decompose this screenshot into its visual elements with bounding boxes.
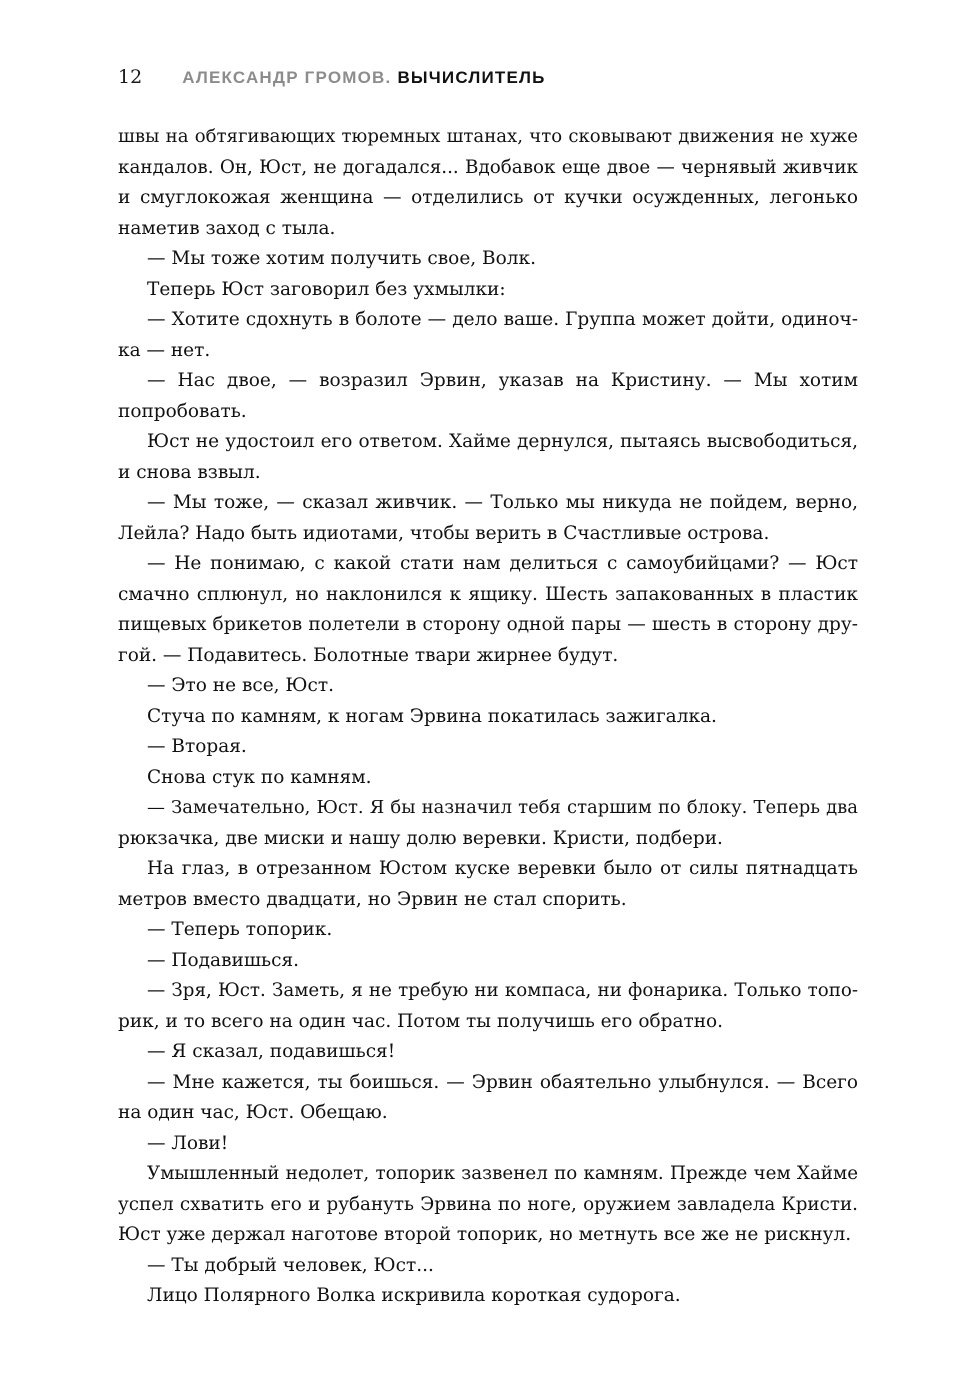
text-line: Юст не удостоил его ответом. Хайме дернулся, пытаясь высвободиться, <box>147 431 858 452</box>
text-line: — Вторая. <box>147 736 247 757</box>
text-line: — Лови! <box>147 1132 229 1154</box>
running-header <box>118 66 546 96</box>
text-line: Теперь Юст заговорил без ухмылки: <box>147 278 506 300</box>
text-line: попробовать. <box>118 400 247 422</box>
text-line: Лицо Полярного Волка искривила короткая судорога. <box>147 1285 681 1306</box>
text-line: наметив заход с тыла. <box>118 217 336 239</box>
text-line: — Это не все, Юст. <box>147 675 334 696</box>
text-line: — Теперь топорик. <box>147 919 333 940</box>
text-line: Умышленный недолет, топорик зазвенел по камням. Прежде чем Хайме <box>147 1163 858 1184</box>
text-line: рик, и то всего на один час. Потом ты получишь его обратно. <box>118 1010 724 1032</box>
text-line: Юст уже держал наготове второй топорик, но метнуть все же не рискнул. <box>118 1224 852 1245</box>
text-line: — Подавишься. <box>147 949 300 971</box>
text-line: — Ты добрый человек, Юст... <box>147 1254 434 1276</box>
text-line: и снова взвыл. <box>118 461 261 483</box>
text-line: рюкзачка, две миски и нашу долю веревки. Кристи, подбери. <box>118 827 723 849</box>
text-line: — Зря, Юст. Заметь, я не требую ни компаса, ни фонарика. Только топо- <box>147 980 858 1001</box>
text-line: — Не понимаю, с какой стати нам делиться с самоубийцами? — Юст <box>147 553 858 574</box>
text-line: смачно сплюнул, но наклонился к ящику. Шесть запакованных в пластик <box>118 583 858 605</box>
text-line: — Хотите сдохнуть в болоте — дело ваше. Группа может дойти, одиноч- <box>147 309 858 330</box>
text-line: метров вместо двадцати, но Эрвин не стал спорить. <box>118 888 627 910</box>
book-title: ВЫЧИСЛИТЕЛЬ <box>397 68 546 87</box>
text-line: Стуча по камням, к ногам Эрвина покатилась зажигалка. <box>147 705 717 727</box>
text-line: Лейла? Надо быть идиотами, чтобы верить в Счастливые острова. <box>118 522 770 544</box>
text-line: — Я сказал, подавишься! <box>147 1041 396 1062</box>
text-line: Снова стук по камням. <box>147 766 372 788</box>
text-line: пищевых брикетов полетели в сторону одной пары — шесть в сторону дру- <box>118 614 858 635</box>
page-number: 12 <box>118 66 143 88</box>
text-line: — Мы тоже, — сказал живчик. — Только мы никуда не пойдем, верно, <box>147 492 858 513</box>
body-text <box>118 122 858 1312</box>
text-line: ка — нет. <box>118 339 211 361</box>
author-name: АЛЕКСАНДР ГРОМОВ. <box>182 68 392 87</box>
text-line: — Нас двое, — возразил Эрвин, указав на Кристину. — Мы хотим <box>147 370 858 391</box>
text-line: — Замечательно, Юст. Я бы назначил тебя старшим по блоку. Теперь два <box>147 797 858 818</box>
text-line: гой. — Подавитесь. Болотные твари жирнее будут. <box>118 644 619 666</box>
text-line: — Мне кажется, ты боишься. — Эрвин обаятельно улыбнулся. — Всего <box>147 1071 858 1093</box>
text-line: на один час, Юст. Обещаю. <box>118 1102 388 1123</box>
text-line: успел схватить его и рубануть Эрвина по ноге, оружием завладела Кристи. <box>118 1193 858 1215</box>
text-line: швы на обтягивающих тюремных штанах, что сковывают движения не хуже <box>118 126 858 147</box>
text-line: На глаз, в отрезанном Юстом куске веревки было от силы пятнадцать <box>147 858 858 879</box>
text-line: — Мы тоже хотим получить свое, Волк. <box>147 248 536 269</box>
text-line: кандалов. Он, Юст, не догадался... Вдобавок еще двое — чернявый живчик <box>118 156 858 178</box>
text-line: и смуглокожая женщина — отделились от кучки осужденных, легонько <box>118 187 858 208</box>
